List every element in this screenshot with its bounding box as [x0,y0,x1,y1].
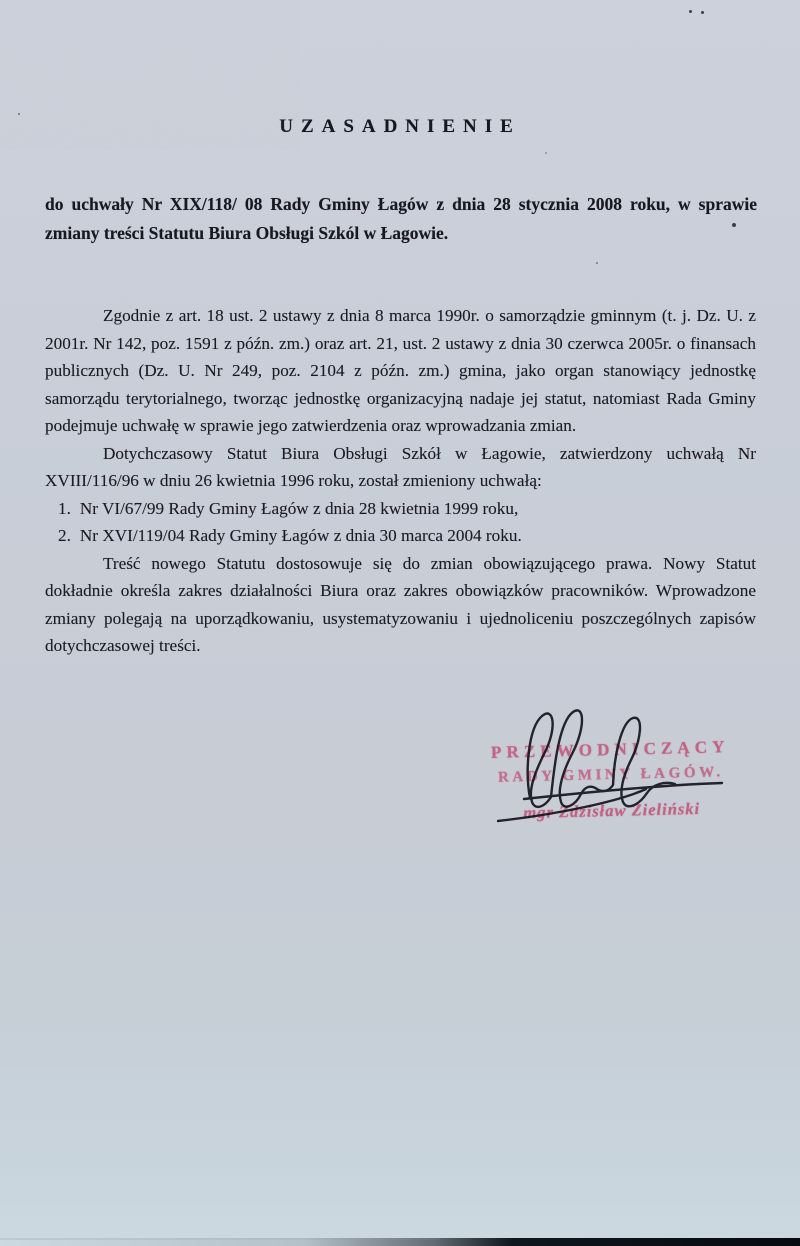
scan-speck [596,262,598,264]
paragraph-statute-history: Dotychczasowy Statut Biura Obsługi Szkół w Łagowie, zatwierdzony uchwałą Nr XVIII/116/96 w dniu 26 kwietnia 1996 roku, został zmieniony uchwałą: [45,443,756,490]
scan-speck [545,152,547,154]
scan-speck [701,11,704,14]
scan-speck [18,113,20,115]
scan-edge-shadow [0,1238,800,1246]
amendment-text: Nr XVI/119/04 Rady Gminy Łagów z dnia 30 marca 2004 roku. [79,526,522,545]
signature-ink [468,694,738,839]
amendment-number: 1. [58,498,71,518]
document-subject: do uchwały Nr XIX/118/ 08 Rady Gminy Łagów z dnia 28 stycznia 2008 roku, w sprawie zmiany treści Statutu Biura Obsługi Szkól w Łagowie. [45,194,757,243]
stamp-office-line: RADY GMINY ŁAGÓW. [497,764,724,786]
stamp-title-line: PRZEWODNICZĄCY [490,737,730,762]
paragraph-closing: Treść nowego Statutu dostosowuje się do zmian obowiązującego prawa. Nowy Statut dokładnie określa zakres działalności Biura oraz zakres obowiązków pracowników. Wprowadzone zmiany polegają na uporządkowaniu, usystematyzowaniu i ujednoliceniu poszczególnych zapisów dotychczasowej treści. [45,553,756,655]
stamp-name-line: mgr Zdzisław Zieliński [523,798,701,823]
paragraph-legal-basis: Zgodnie z art. 18 ust. 2 ustawy z dnia 8 marca 1990r. o samorządzie gminnym (t. j. Dz. U. z 2001r. Nr 142, poz. 1591 z późn. zm.) oraz art. 21, ust. 2 ustawy z dnia 30 czerwca 2005r. o finansach publicznych (Dz. U. Nr 249, poz. 2104 z późn. zm.) gmina, jako organ stanowiący jednostkę samorządu terytorialnego, tworząc jednostkę organizacyjną nadaje jej statut, natomiast Rada Gminy podejmuje uchwałę w sprawie jego zatwierdzenia oraz wprowadzania zmian. [45,306,756,435]
amendment-item [45,495,756,523]
amendment-text: Nr VI/67/99 Rady Gminy Łagów z dnia 28 kwietnia 1999 roku, [79,498,519,518]
amendment-number: 2. [58,526,71,545]
scan-speck [689,10,692,13]
document-body [45,302,756,660]
document-title: UZASADNIENIE [279,116,521,137]
scan-speck [732,223,736,227]
amendment-item [45,522,756,550]
